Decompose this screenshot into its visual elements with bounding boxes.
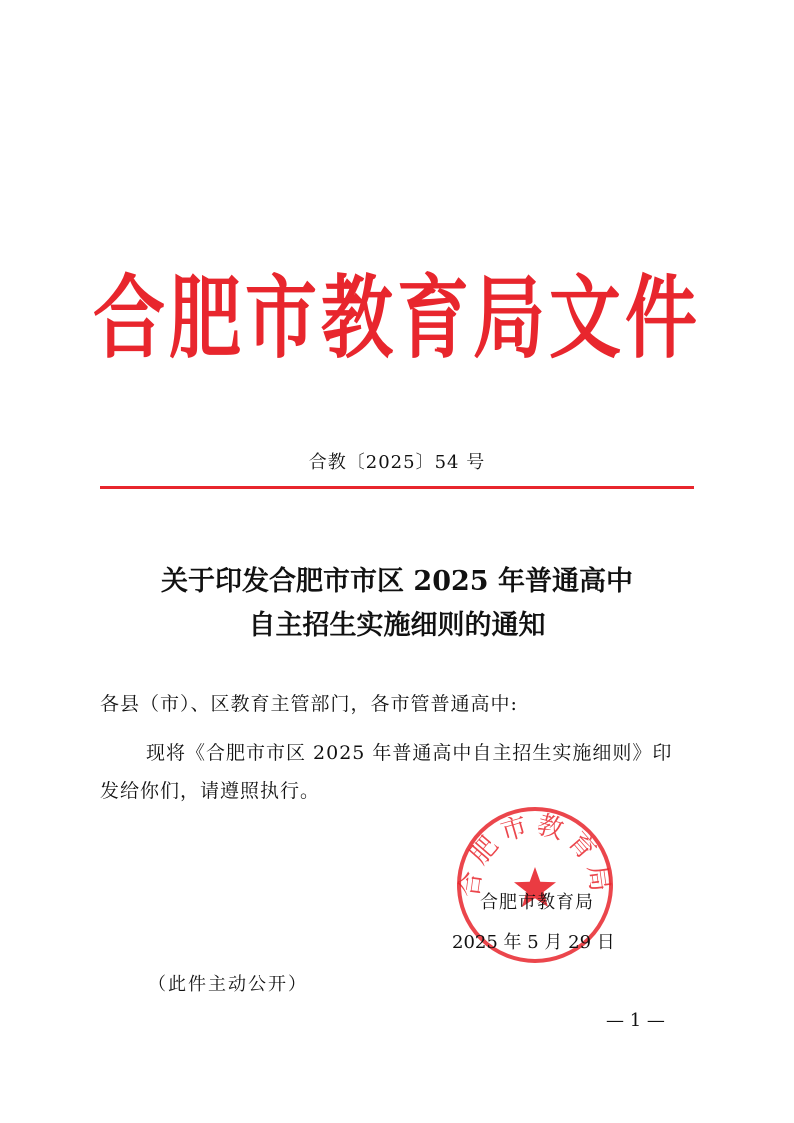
red-divider-line [100, 486, 694, 489]
seal-text: 合肥市教育局 [455, 809, 615, 900]
body-paragraph-line-2: 发给你们，请遵照执行。 [100, 780, 321, 802]
disclosure-note: （此件主动公开） [148, 974, 308, 995]
salutation: 各县（市）、区教育主管部门，各市管普通高中: [100, 693, 518, 715]
document-number: 合教〔2025〕54 号 [308, 452, 486, 473]
body-paragraph-line-1: 现将《合肥市市区 2025 年普通高中自主招生实施细则》印 [146, 742, 673, 764]
title-line-1: 关于印发合肥市市区 2025 年普通高中 [161, 566, 633, 597]
issue-date: 2025 年 5 月 29 日 [452, 932, 615, 953]
title-line-2: 自主招生实施细则的通知 [248, 610, 546, 641]
document-title [0, 560, 794, 648]
document-masthead: 合肥市教育局文件 [92, 263, 701, 370]
page-number: — 1 — [606, 1010, 665, 1031]
issuer-name: 合肥市教育局 [480, 892, 594, 913]
